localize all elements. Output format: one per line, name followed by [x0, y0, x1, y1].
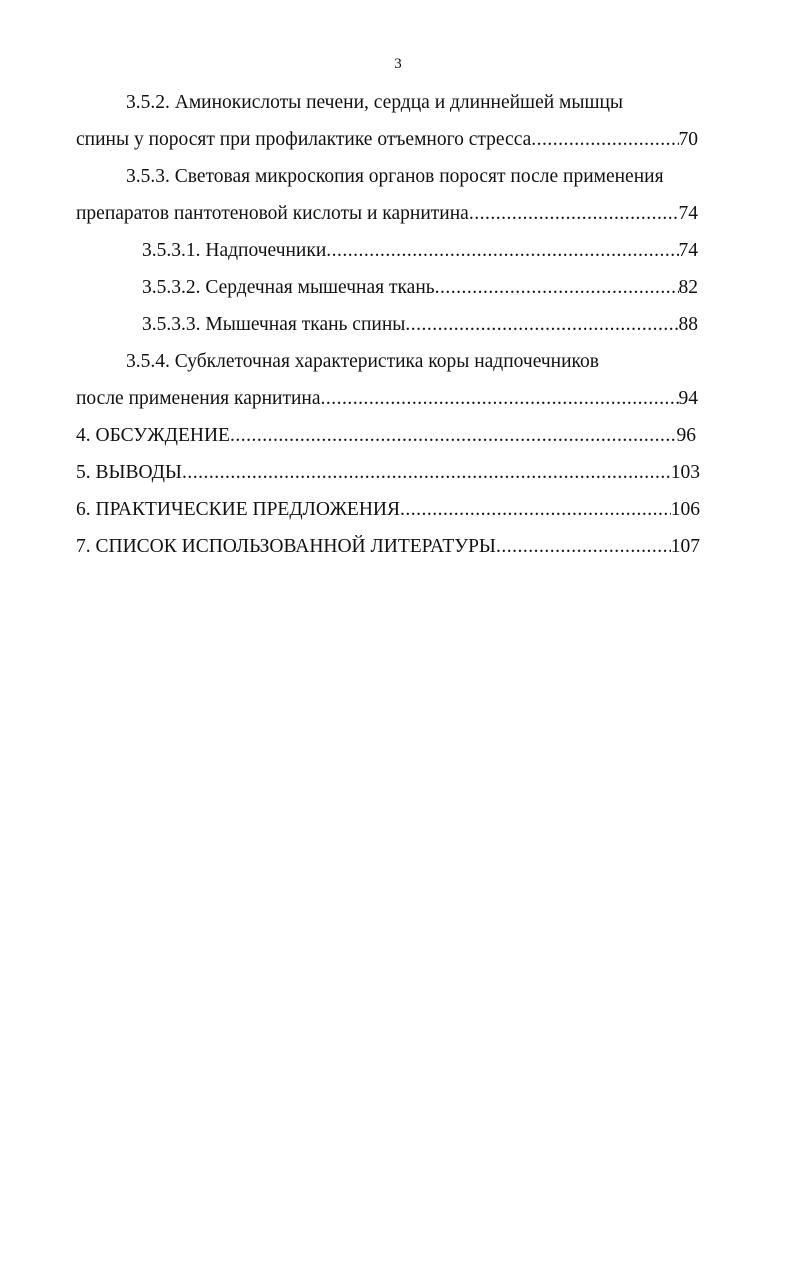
toc-entry-3-5-3-2[interactable]: [142, 269, 698, 306]
toc-page-number: 106: [670, 499, 700, 520]
leader-dots: [531, 121, 678, 158]
toc-entry-3-5-3-line2: препаратов пантотеновой кислоты и карнитина: [76, 203, 469, 224]
toc-page-number: 74: [678, 203, 698, 224]
toc-entry-text: 3.5.3.1. Надпочечники: [142, 240, 327, 261]
toc-entry-3-5-3[interactable]: [76, 195, 698, 232]
toc-entry-3-5-3-line1: 3.5.3. Световая микроскопия органов поросят после применения: [126, 166, 664, 187]
toc-entry-5[interactable]: [76, 454, 700, 491]
toc-entry-3-5-4-line1: 3.5.4. Субклеточная характеристика коры надпочечников: [126, 351, 599, 372]
toc-entry-3-5-2-line1: 3.5.2. Аминокислоты печени, сердца и длиннейшей мышцы: [126, 92, 624, 113]
toc-entry-text: 6. ПРАКТИЧЕСКИЕ ПРЕДЛОЖЕНИЯ: [76, 499, 400, 520]
leader-dots: [230, 417, 677, 454]
toc-page-number: 96: [676, 425, 696, 446]
leader-dots: [321, 380, 679, 417]
toc-page-number: 74: [678, 240, 698, 261]
toc-page-number: 107: [670, 536, 700, 557]
toc-entry-7[interactable]: [76, 528, 700, 565]
toc-entry-3-5-2-line2: спины у поросят при профилактике отъемного стресса: [76, 129, 532, 150]
toc-page-number: 70: [678, 129, 698, 150]
toc-entry-4[interactable]: [76, 417, 696, 454]
toc-entry-3-5-3-3[interactable]: [142, 306, 698, 343]
toc-entry-text: 5. ВЫВОДЫ: [76, 462, 182, 483]
toc-page-number: 94: [678, 388, 698, 409]
toc-page-number: 82: [678, 277, 698, 298]
toc-entry-text: 3.5.3.3. Мышечная ткань спины: [142, 314, 406, 335]
toc-entry-text: 4. ОБСУЖДЕНИЕ: [76, 425, 230, 446]
leader-dots: [469, 195, 679, 232]
toc-entry-3-5-4-line2: после применения карнитина: [76, 388, 321, 409]
leader-dots: [435, 269, 679, 306]
leader-dots: [496, 528, 671, 565]
toc-entry-6[interactable]: [76, 491, 700, 528]
leader-dots: [405, 306, 678, 343]
page-number: 3: [394, 56, 402, 72]
toc-page-number: 88: [678, 314, 698, 335]
leader-dots: [400, 491, 671, 528]
toc-entry-3-5-4[interactable]: [76, 380, 698, 417]
toc-entry-text: 7. СПИСОК ИСПОЛЬЗОВАННОЙ ЛИТЕРАТУРЫ: [76, 536, 496, 557]
toc-entry-3-5-2[interactable]: [76, 121, 698, 158]
leader-dots: [182, 454, 671, 491]
toc-entry-text: 3.5.3.2. Сердечная мышечная ткань: [142, 277, 435, 298]
toc-entry-3-5-3-1[interactable]: [142, 232, 698, 269]
leader-dots: [326, 232, 678, 269]
toc-page-number: 103: [670, 462, 700, 483]
